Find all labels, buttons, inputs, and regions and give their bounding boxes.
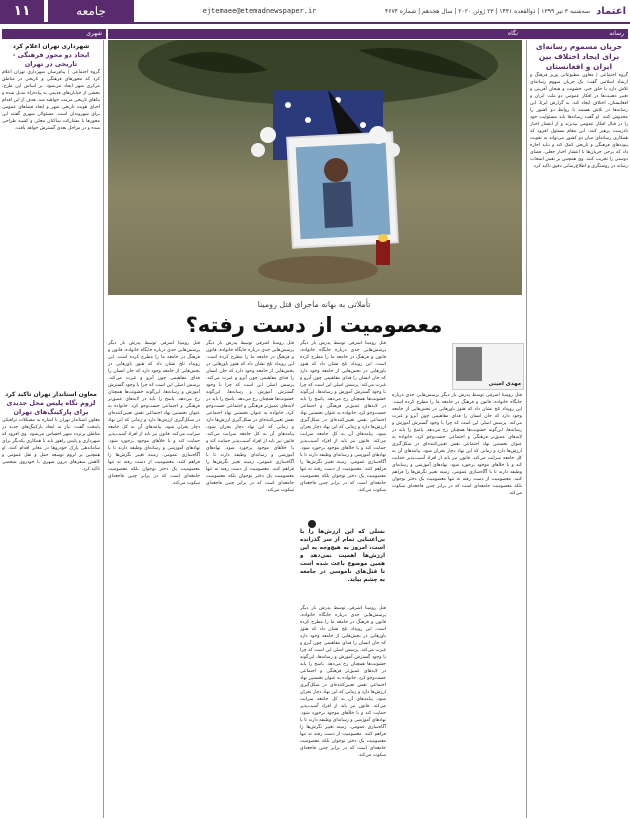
page-number: ۱۱ xyxy=(0,0,44,22)
left2-kicker: معاون استاندار تهران تاکید کرد xyxy=(5,391,97,398)
left1-kicker: شهرداری تهران اعلام کرد xyxy=(12,43,90,50)
author-photo xyxy=(456,347,482,381)
author-name: مهدی امینی xyxy=(488,381,521,387)
right-headline: جریان مسموم رسانه‌ای برای ایجاد اختلاف بین ایران و افغانستان xyxy=(535,42,623,71)
main-body-4: قتل رومینا اشرفی توسط پدرش بار دیگر پرسش‌هایی جدی درباره جایگاه خانواده، قانون و فرهنگ در جامعه ما را مطرح کرده است. این رویداد تلخ نشان داد که هنوز باورهایی در بخش‌هایی از جامعه وجود دارد که جان انسان را فدای مفاهیمی چون آبرو و غیرت می‌کند. پرسش اصلی این است که چرا با وجود گسترش آموزش و رسانه‌ها، این‌گونه خشونت‌ها همچنان رخ می‌دهد. پاسخ را باید در لایه‌های عمیق‌تر فرهنگی و اجتماعی جست‌وجو کرد. خانواده به عنوان نخستین نهاد اجتماعی نقش تعیین‌کننده‌ای در شکل‌گیری ارزش‌ها دارد و زمانی که این نهاد دچار بحران شود، پیامدهای آن به کل جامعه سرایت می‌کند. قانون نیز باید از افراد آسیب‌پذیر حمایت کند و با خلأهای موجود برخورد شود. نهادهای آموزشی و رسانه‌ای وظیفه دارند تا با آگاه‌سازی عمومی، زمینه تغییر نگرش‌ها را فراهم کنند. معصومیت از دست رفته نه تنها معصومیت یک دختر نوجوان بلکه معصومیت جامعه‌ای است که در برابر چنین فاجعه‌ای سکوت می‌کند. xyxy=(108,341,200,486)
main-supertitle: تأملاتی به بهانه ماجرای قتل رومینا xyxy=(257,300,371,309)
left-column-bottom xyxy=(2,390,100,818)
left1-body: گروه اجتماعی | پیام‌رسان شهرداری تهران اعلام کرد که محورهای فرهنگی و تاریخی در مناطق مرکزی شهر ایجاد می‌شود. بر اساس این طرح، بخشی از خیابان‌های قدیمی به پیاده‌راه تبدیل شده و بناهای تاریخی مرمت خواهند شد. هدف از این اقدام احیای هویت تاریخی شهر و ایجاد فضاهای عمومی برای شهروندان است. مسئولان شهری گفتند این محورها با مشارکت ساکنان محلی و کسبه طراحی شده و در مراحل بعدی گسترش خواهد یافت. xyxy=(2,70,100,131)
memorial-photo-illustration xyxy=(108,40,522,295)
quote-icon xyxy=(308,520,316,528)
right-column xyxy=(530,42,628,818)
left2-body: معاون استاندار تهران با اشاره به مشکلات ترافیکی پایتخت گفت: نیاز به ایجاد پارکینگ‌های جدید در مناطق پرتردد شهر احساس می‌شود. وی افزود که شهرداری و پلیس راهور باید با همکاری یکدیگر برای ساماندهی پارک خودروها در معابر اقدام کنند. او همچنین بر لزوم توسعه حمل و نقل عمومی و کاهش سفرهای درون شهری با خودروی شخصی تاکید کرد. xyxy=(2,418,100,472)
page-header xyxy=(0,0,630,24)
issue-date: سه‌شنبه ۳ تیر ۱۳۹۹ | ذوالقعده ۱۴۴۱ | ۲۳ ژوئن ۲۰۲۰ | سال هجدهم | شماره ۴۶۷۴ xyxy=(385,7,591,15)
main-body-2: قتل رومینا اشرفی توسط پدرش بار دیگر پرسش‌هایی جدی درباره جایگاه خانواده، قانون و فرهنگ در جامعه ما را مطرح کرده است. این رویداد تلخ نشان داد که هنوز باورهایی در بخش‌هایی از جامعه وجود دارد که جان انسان را فدای مفاهیمی چون آبرو و غیرت می‌کند. پرسش اصلی این است که چرا با وجود گسترش آموزش و رسانه‌ها، این‌گونه خشونت‌ها همچنان رخ می‌دهد. پاسخ را باید در لایه‌های عمیق‌تر فرهنگی و اجتماعی جست‌وجو کرد. خانواده به عنوان نخستین نهاد اجتماعی نقش تعیین‌کننده‌ای در شکل‌گیری ارزش‌ها دارد و زمانی که این نهاد دچار بحران شود، پیامدهای آن به کل جامعه سرایت می‌کند. قانون نیز باید از افراد آسیب‌پذیر حمایت کند و با خلأهای موجود برخورد شود. نهادهای آموزشی و رسانه‌ای وظیفه دارند تا با آگاه‌سازی عمومی، زمینه تغییر نگرش‌ها را فراهم کنند. معصومیت از دست رفته نه تنها معصومیت یک دختر نوجوان بلکه معصومیت جامعه‌ای است که در برابر چنین فاجعه‌ای سکوت می‌کند. xyxy=(300,341,386,493)
main-body-2b: قتل رومینا اشرفی توسط پدرش بار دیگر پرسش‌هایی جدی درباره جایگاه خانواده، قانون و فرهنگ در جامعه ما را مطرح کرده است. این رویداد تلخ نشان داد که هنوز باورهایی در بخش‌هایی از جامعه وجود دارد که جان انسان را فدای مفاهیمی چون آبرو و غیرت می‌کند. پرسش اصلی این است که چرا با وجود گسترش آموزش و رسانه‌ها، این‌گونه خشونت‌ها همچنان رخ می‌دهد. پاسخ را باید در لایه‌های عمیق‌تر فرهنگی و اجتماعی جست‌وجو کرد. خانواده به عنوان نخستین نهاد اجتماعی نقش تعیین‌کننده‌ای در شکل‌گیری ارزش‌ها دارد و زمانی که این نهاد دچار بحران شود، پیامدهای آن به کل جامعه سرایت می‌کند. قانون نیز باید از افراد آسیب‌پذیر حمایت کند و با خلأهای موجود برخورد شود. نهادهای آموزشی و رسانه‌ای وظیفه دارند تا با آگاه‌سازی عمومی، زمینه تغییر نگرش‌ها را فراهم کنند. معصومیت از دست رفته نه تنها معصومیت یک دختر نوجوان بلکه معصومیت جامعه‌ای است که در برابر چنین فاجعه‌ای سکوت می‌کند. xyxy=(300,606,386,758)
main-col-2b xyxy=(300,605,386,818)
left-column-top xyxy=(2,42,100,382)
main-headline: معصومیت از دست رفته؟ xyxy=(185,313,443,337)
memorial-photo xyxy=(108,40,522,295)
main-col-2a xyxy=(300,340,386,515)
main-col-1 xyxy=(392,392,522,818)
author-box xyxy=(452,343,524,390)
column-rule xyxy=(526,40,527,818)
section-name: جامعه xyxy=(48,0,134,22)
column-rule xyxy=(103,40,104,818)
section-email[interactable]: ejtemaee@etemadnewspaper.ir xyxy=(202,7,317,15)
left1-headline: ایجاد دو محور فرهنگی - تاریخی در تهران xyxy=(12,51,90,68)
main-body-1: قتل رومینا اشرفی توسط پدرش بار دیگر پرسش‌هایی جدی درباره جایگاه خانواده، قانون و فرهنگ در جامعه ما را مطرح کرده است. این رویداد تلخ نشان داد که هنوز باورهایی در بخش‌هایی از جامعه وجود دارد که جان انسان را فدای مفاهیمی چون آبرو و غیرت می‌کند. پرسش اصلی این است که چرا با وجود گسترش آموزش و رسانه‌ها، این‌گونه خشونت‌ها همچنان رخ می‌دهد. پاسخ را باید در لایه‌های عمیق‌تر فرهنگی و اجتماعی جست‌وجو کرد. خانواده به عنوان نخستین نهاد اجتماعی نقش تعیین‌کننده‌ای در شکل‌گیری ارزش‌ها دارد و زمانی که این نهاد دچار بحران شود، پیامدهای آن به کل جامعه سرایت می‌کند. قانون نیز باید از افراد آسیب‌پذیر حمایت کند و با خلأهای موجود برخورد شود. نهادهای آموزشی و رسانه‌ای وظیفه دارند تا با آگاه‌سازی عمومی، زمینه تغییر نگرش‌ها را فراهم کنند. معصومیت از دست رفته نه تنها معصومیت یک دختر نوجوان بلکه معصومیت جامعه‌ای است که در برابر چنین فاجعه‌ای سکوت می‌کند. xyxy=(392,393,522,496)
pull-quote: نسلی که این ارزش‌ها را با بی‌اعتنایی تمام از سر گذرانده است، امروز به هیچ‌وجه به این ارزش‌ها اهمیت نمی‌دهد و همین موضوع باعث شده است تا قتل‌های ناموسی در جامعه به چشم بیاید. xyxy=(300,529,385,583)
right-body: گروه اجتماعی | معاون مطبوعاتی وزیر فرهنگ و ارشاد اسلامی گفت: یک جریان سهوم رسانه‌ای تلاش دارد با خلق خبر، خشونت و هیجان آفرینی و تغییر ذهنیت‌ها در افکار عمومی دو ملت ایران و افغانستان، اختلاف ایجاد کند. به گزارش ایرنا، این رسانه‌ها در تلاش هستند تا روابط دو کشور را مخدوش کنند. او گفت رسانه‌ها باید مسئولیت خود را در قبال افکار عمومی بپذیرند و از انتشار اخبار نادرست پرهیز کنند. این مقام مسئول افزود که همکاری رسانه‌ای میان دو کشور می‌تواند به تقویت پیوندهای فرهنگی و تاریخی کمک کند و نباید اجازه داد که برخی جریان‌ها با انتشار اخبار جعلی، فضای دوستی را تخریب کنند. وی همچنین بر نقش اصحاب رسانه در روشنگری و اطلاع‌رسانی دقیق تاکید کرد. xyxy=(530,73,628,169)
left2-headline: لزوم نگاه پلیس محل جدیدی برای پارکینگ‌های تهران xyxy=(6,399,96,416)
main-col-3 xyxy=(206,340,294,818)
tag-right: رسانه xyxy=(522,29,628,39)
tag-mid: نگاه xyxy=(108,29,522,39)
main-col-4 xyxy=(108,340,200,818)
tag-left: شهری xyxy=(2,29,106,39)
main-body-3: قتل رومینا اشرفی توسط پدرش بار دیگر پرسش‌هایی جدی درباره جایگاه خانواده، قانون و فرهنگ در جامعه ما را مطرح کرده است. این رویداد تلخ نشان داد که هنوز باورهایی در بخش‌هایی از جامعه وجود دارد که جان انسان را فدای مفاهیمی چون آبرو و غیرت می‌کند. پرسش اصلی این است که چرا با وجود گسترش آموزش و رسانه‌ها، این‌گونه خشونت‌ها همچنان رخ می‌دهد. پاسخ را باید در لایه‌های عمیق‌تر فرهنگی و اجتماعی جست‌وجو کرد. خانواده به عنوان نخستین نهاد اجتماعی نقش تعیین‌کننده‌ای در شکل‌گیری ارزش‌ها دارد و زمانی که این نهاد دچار بحران شود، پیامدهای آن به کل جامعه سرایت می‌کند. قانون نیز باید از افراد آسیب‌پذیر حمایت کند و با خلأهای موجود برخورد شود. نهادهای آموزشی و رسانه‌ای وظیفه دارند تا با آگاه‌سازی عمومی، زمینه تغییر نگرش‌ها را فراهم کنند. معصومیت از دست رفته نه تنها معصومیت یک دختر نوجوان بلکه معصومیت جامعه‌ای است که در برابر چنین فاجعه‌ای سکوت می‌کند. xyxy=(206,341,294,493)
newspaper-logo: اعتماد xyxy=(596,5,626,17)
